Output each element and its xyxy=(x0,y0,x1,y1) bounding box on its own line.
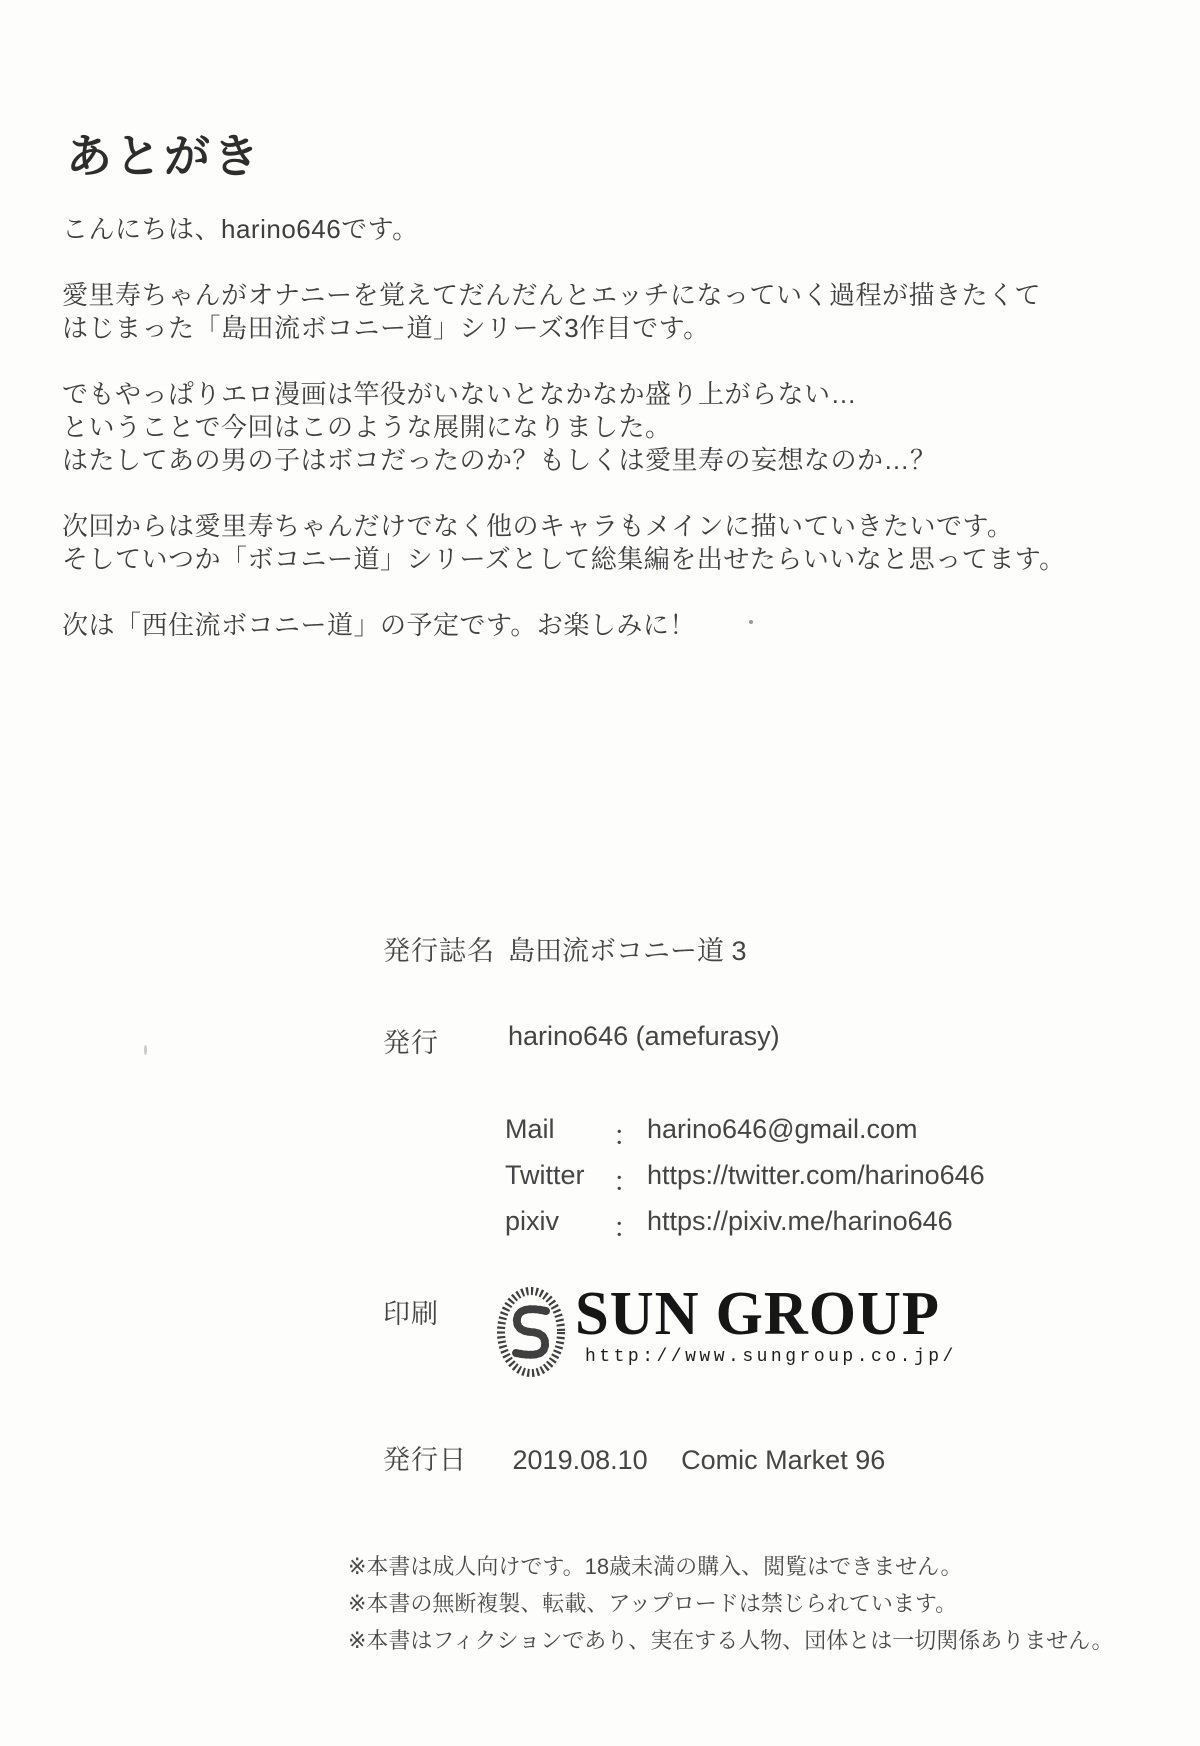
body-line: 愛里寿ちゃんがオナニーを覚えてだんだんとエッチになっていく過程が描きたくて xyxy=(62,280,1041,310)
body-line: 次は「西住流ボコニー道」の予定です。お楽しみに！ xyxy=(62,610,696,640)
contact-mail-row xyxy=(505,1114,918,1153)
publication-title: 島田流ボコニー道 3 xyxy=(508,936,747,966)
body-line: そしていつか「ボコニー道」シリーズとして総集編を出せたらいいなと思ってます。 xyxy=(62,544,1066,574)
paragraph xyxy=(62,510,1122,576)
paragraph xyxy=(62,609,1122,642)
notice-line: ※本書の無断複製、転載、アップロードは禁じられています。 xyxy=(348,1591,958,1616)
footer-notices xyxy=(348,1548,1114,1659)
paragraph xyxy=(62,213,1122,246)
sun-group-url: http://www.sungroup.co.jp/ xyxy=(585,1347,957,1367)
publisher-name: harino646 (amefurasy) xyxy=(508,1021,780,1051)
scan-speck xyxy=(144,1045,147,1055)
colophon-label: 印刷 xyxy=(383,1299,439,1329)
body-line: こんにちは、harino646です。 xyxy=(62,214,419,244)
contact-colon: ： xyxy=(613,1121,640,1151)
paragraph xyxy=(62,378,1122,477)
notice-line: ※本書はフィクションであり、実在する人物、団体とは一切関係ありません。 xyxy=(348,1628,1114,1653)
sun-group-wordmark: SUN GROUP xyxy=(575,1280,940,1348)
contact-label: pixiv xyxy=(505,1206,560,1236)
sun-group-halftone-circle-icon xyxy=(495,1285,567,1379)
contact-twitter-row xyxy=(505,1160,985,1199)
contact-pixiv-row xyxy=(505,1206,953,1245)
publication-event: Comic Market 96 xyxy=(681,1445,886,1475)
colophon-title-row xyxy=(383,929,747,968)
twitter-url: https://twitter.com/harino646 xyxy=(647,1160,985,1190)
contact-colon: ： xyxy=(613,1167,640,1197)
contact-label: Mail xyxy=(505,1114,555,1144)
contact-label: Twitter xyxy=(505,1160,585,1190)
body-line: はじまった「島田流ボコニー道」シリーズ3作目です。 xyxy=(62,313,710,343)
body-line: 次回からは愛里寿ちゃんだけでなく他のキャラもメインに描いていきたいです。 xyxy=(62,511,1014,541)
mail-address: harino646@gmail.com xyxy=(647,1114,918,1144)
colophon-label: 発行 xyxy=(383,1028,439,1058)
colophon-label: 発行日 xyxy=(383,1445,467,1475)
body-line: でもやっぱりエロ漫画は竿役がいないとなかなか盛り上がらない… xyxy=(62,379,858,409)
body-line: ということで今回はこのような展開になりました。 xyxy=(62,412,672,442)
notice-line: ※本書は成人向けです。18歳未満の購入、閲覧はできません。 xyxy=(348,1554,963,1579)
page-title: あとがき xyxy=(66,130,262,182)
colophon-date-row xyxy=(383,1438,885,1477)
scan-speck xyxy=(749,620,753,624)
colophon-label: 発行誌名 xyxy=(383,936,495,966)
publication-date: 2019.08.10 xyxy=(512,1445,648,1475)
pixiv-url: https://pixiv.me/harino646 xyxy=(647,1206,953,1236)
contact-colon: ： xyxy=(613,1213,640,1243)
afterword-body xyxy=(62,213,1122,675)
sun-group-logo xyxy=(495,1280,1015,1383)
colophon-publisher-row xyxy=(383,1021,780,1060)
paragraph xyxy=(62,279,1122,345)
body-line: はたしてあの男の子はボコだったのか？もしくは愛里寿の妄想なのか…？ xyxy=(62,445,937,475)
